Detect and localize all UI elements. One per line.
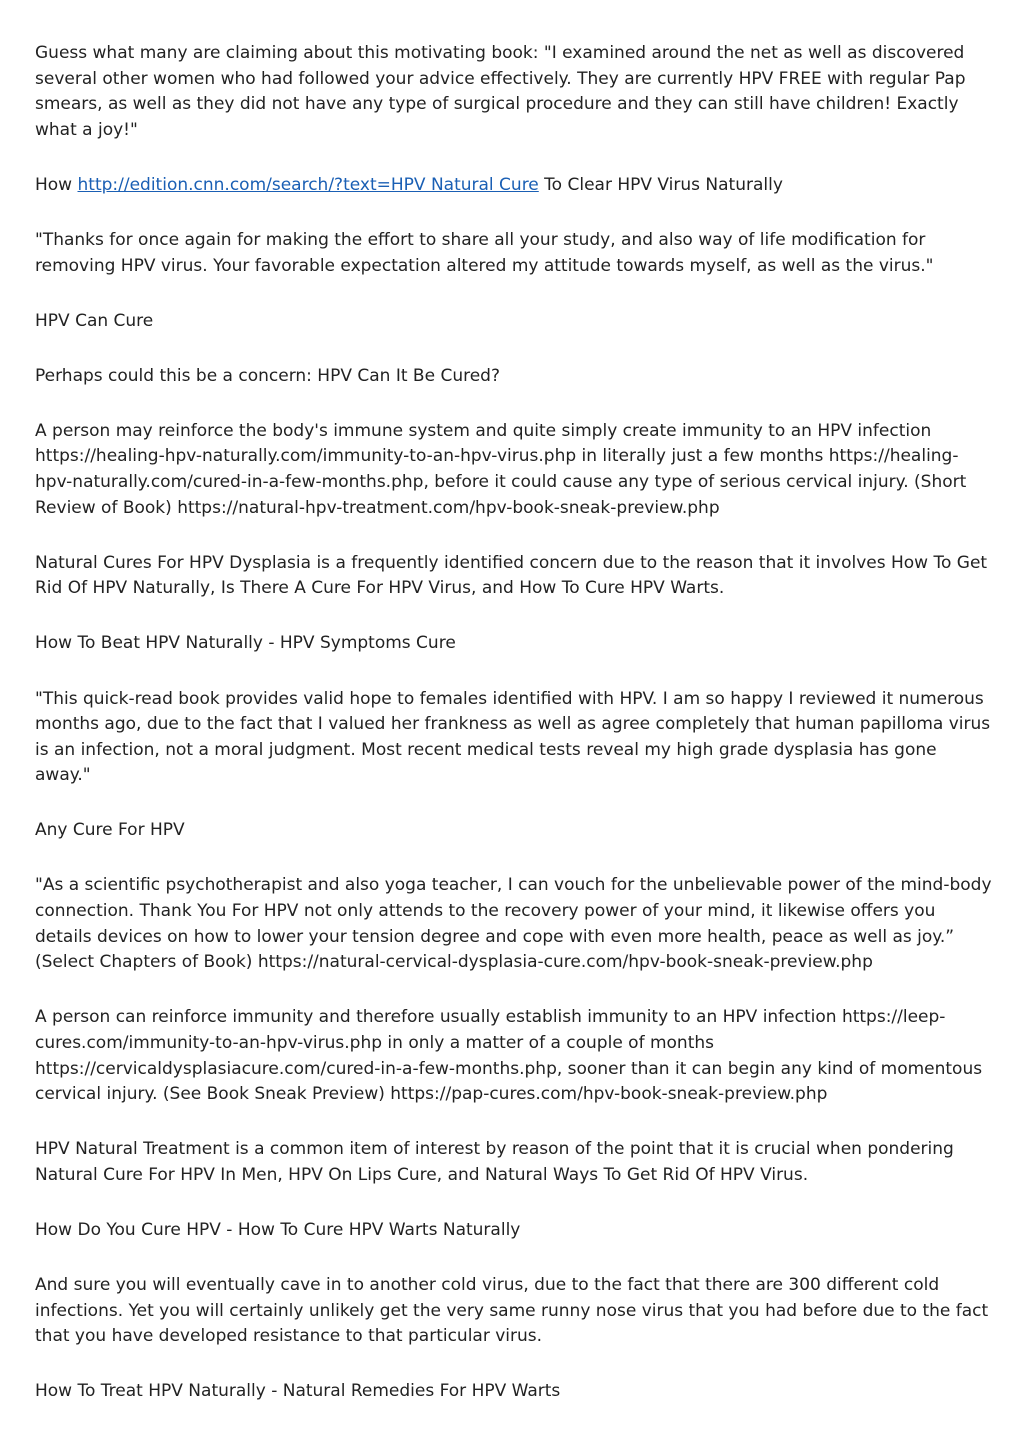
document-body bbox=[35, 41, 995, 1434]
paragraph-6: A person may reinforce the body's immune system and quite simply create immunity to an HPV infection https://healing-hpv-naturally.com/immunity-to-an-hpv-virus.php in literally just a few months https://healing-hpv-naturally.com/cured-in-a-few-months.php, before it could cause any type of serious cervical injury. (Short Review of Book) https://natural-hpv-treatment.com/hpv-book-sneak-preview.php bbox=[35, 420, 967, 518]
paragraph-7: Natural Cures For HPV Dysplasia is a frequently identified concern due to the reason that it involves How To Get Rid Of HPV Naturally, Is There A Cure For HPV Virus, and How To Cure HPV Warts. bbox=[35, 552, 988, 599]
paragraph-4: HPV Can Cure bbox=[35, 310, 154, 331]
paragraph-16: How To Treat HPV Naturally - Natural Remedies For HPV Warts bbox=[35, 1381, 561, 1402]
paragraph-9: "This quick-read book provides valid hope to females identified with HPV. I am so happy I reviewed it numerous months ago, due to the fact that I valued her frankness as well as agree completely that human papilloma virus is an infection, not a moral judgment. Most recent medical tests reveal my high grade dysplasia has gone away." bbox=[35, 688, 991, 786]
paragraph-11: "As a scientific psychotherapist and also yoga teacher, I can vouch for the unbelievable power of the mind-body connection. Thank You For HPV not only attends to the recovery power of your mind, it likewise offers you details devices on how to lower your tension degree and cope with even more health, peace as well as joy.” (Select Chapters of Book) https://natural-cervical-dysplasia-cure.com/hpv-book-sneak-preview.php bbox=[35, 875, 992, 973]
paragraph-14: How Do You Cure HPV - How To Cure HPV Warts Naturally bbox=[35, 1219, 521, 1240]
paragraph-5: Perhaps could this be a concern: HPV Can It Be Cured? bbox=[35, 365, 500, 386]
paragraph-12: A person can reinforce immunity and therefore usually establish immunity to an HPV infection https://leep-cures.com/immunity-to-an-hpv-virus.php in only a matter of a couple of months https://cervicaldysplasiacure.com/cured-in-a-few-months.php, sooner than it can begin any kind of momentous cervical injury. (See Book Sneak Preview) https://pap-cures.com/hpv-book-sneak-preview.php bbox=[35, 1007, 983, 1105]
paragraph-2-suffix: To Clear HPV Virus Naturally bbox=[538, 174, 783, 195]
paragraph-1: Guess what many are claiming about this motivating book: "I examined around the net as well as discovered several other women who had followed your advice effectively. They are currently HPV FREE with regular Pap smears, as well as they did not have any type of surgical procedure and they can still have children! Exactly what a joy!" bbox=[35, 43, 966, 140]
cnn-search-link[interactable]: http://edition.cnn.com/search/?text=HPV Natural Cure bbox=[77, 174, 539, 195]
paragraph-2-prefix: How bbox=[35, 174, 78, 195]
paragraph-2 bbox=[35, 173, 995, 199]
paragraph-13: HPV Natural Treatment is a common item of interest by reason of the point that it is crucial when pondering Natural Cure For HPV In Men, HPV On Lips Cure, and Natural Ways To Get Rid Of HPV Virus. bbox=[35, 1139, 954, 1185]
paragraph-15: And sure you will eventually cave in to another cold virus, due to the fact that there are 300 different cold infections. Yet you will certainly unlikely get the very same runny nose virus that you had before due to the fact that you have developed resistance to that particular virus. bbox=[35, 1275, 989, 1347]
paragraph-3: "Thanks for once again for making the effort to share all your study, and also way of life modification for removing HPV virus. Your favorable expectation altered my attitude towards myself, as well as the virus." bbox=[35, 229, 934, 276]
paragraph-8: How To Beat HPV Naturally - HPV Symptoms Cure bbox=[35, 633, 456, 654]
paragraph-10: Any Cure For HPV bbox=[35, 820, 185, 841]
